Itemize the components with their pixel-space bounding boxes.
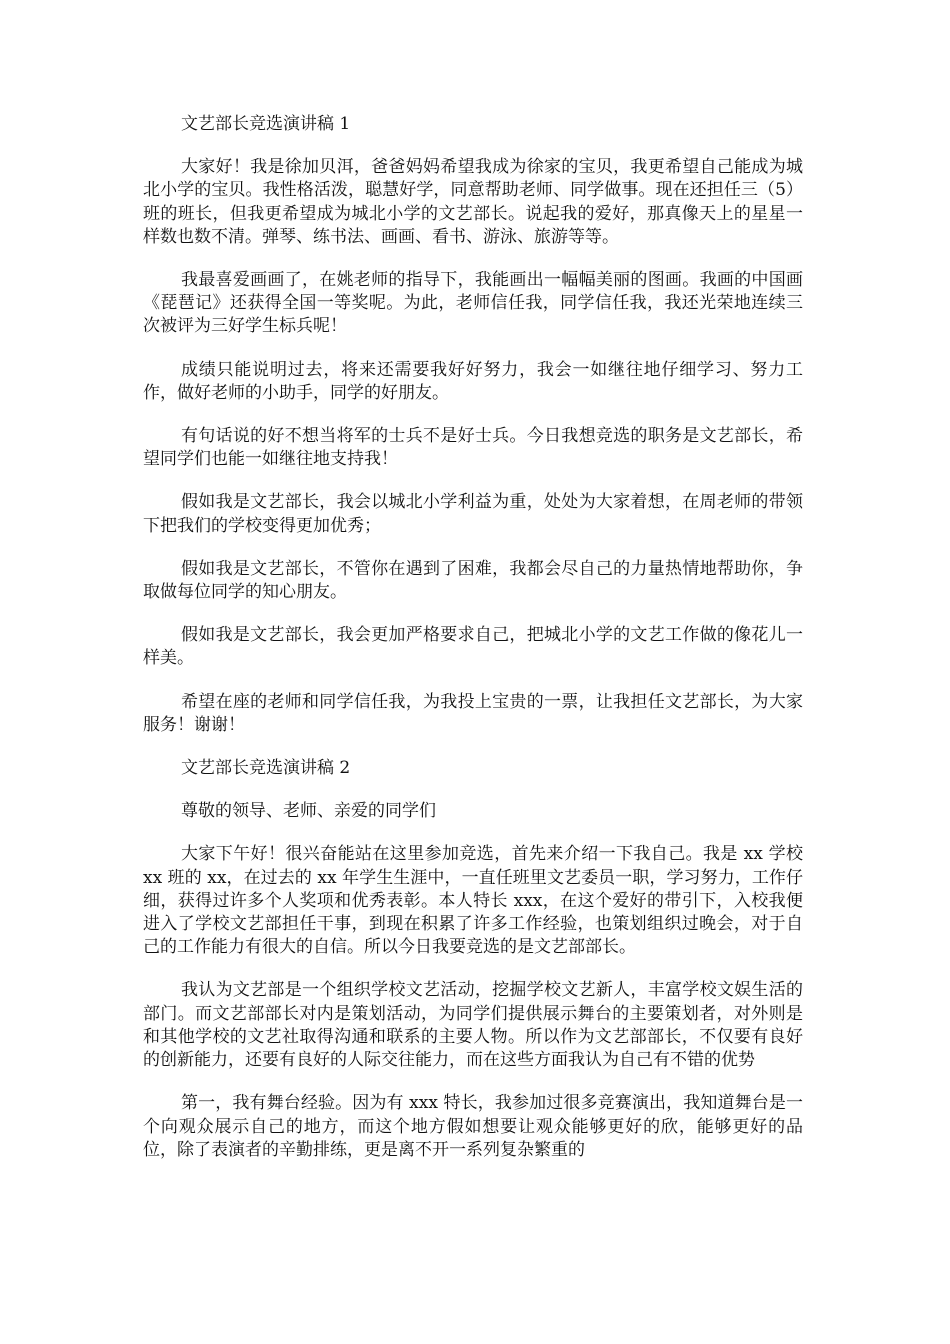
speech-title-1: 文艺部长竞选演讲稿 1 — [181, 114, 351, 134]
paragraph-if-1: 假如我是文艺部长，我会以城北小学利益为重，处处为大家着想，在周老师的带领下把我们的学校变得更加优秀； — [143, 492, 803, 536]
paragraph-painting: 我最喜爱画画了，在姚老师的指导下，我能画出一幅幅美丽的图画。我画的中国画《琵琶记》还获得全国一等奖呢。为此，老师信任我，同学信任我，我还光荣地连续三次被评为三好学生标兵呢！ — [143, 270, 803, 337]
paragraph-intro-2: 大家下午好！很兴奋能站在这里参加竞选，首先来介绍一下我自己。我是 xx 学校 xx 班的 xx，在过去的 xx 年学生生涯中，一直任班里文艺委员一职，学习努力，工作仔细，获得过许多个人奖项和优秀表彰。本人特长 xxx，在这个爱好的带引下，入校我便进入了学校文艺部担任干事，到现在积累了许多工作经验，也策划组织过晚会，对于自己的工作能力有很大的自信。所以今日我要竞选的是文艺部部长。 — [143, 844, 803, 958]
paragraph-department: 我认为文艺部是一个组织学校文艺活动，挖掘学校文艺新人，丰富学校文娱生活的部门。而文艺部部长对内是策划活动，为同学们提供展示舞台的主要策划者，对外则是和其他学校的文艺社取得沟通和联系的主要人物。所以作为文艺部部长，不仅要有良好的创新能力，还要有良好的人际交往能力，而在这些方面我认为自己有不错的优势 — [143, 980, 803, 1071]
paragraph-closing-1: 希望在座的老师和同学信任我，为我投上宝贵的一票，让我担任文艺部长，为大家服务！谢谢！ — [143, 691, 803, 735]
speech-title-2: 文艺部长竞选演讲稿 2 — [181, 758, 351, 779]
paragraph-future: 成绩只能说明过去，将来还需要我好好努力，我会一如继往地仔细学习、努力工作，做好老师的小助手，同学的好朋友。 — [143, 359, 803, 403]
document-body — [143, 113, 803, 1182]
paragraph-stage-experience: 第一，我有舞台经验。因为有 xxx 特长，我参加过很多竞赛演出，我知道舞台是一个向观众展示自己的地方，而这个地方假如想要让观众能够更好的欣，能够更好的品位，除了表演者的辛勤排练，更是离不开一系列复杂繁重的 — [143, 1093, 803, 1160]
paragraph-soldier: 有句话说的好不想当将军的士兵不是好士兵。今日我想竞选的职务是文艺部长，希望同学们也能一如继往地支持我！ — [143, 426, 803, 470]
paragraph-salutation: 尊敬的领导、老师、亲爱的同学们 — [181, 801, 436, 822]
paragraph-intro: 大家好！我是徐加贝洱，爸爸妈妈希望我成为徐家的宝贝，我更希望自己能成为城北小学的宝贝。我性格活泼，聪慧好学，同意帮助老师、同学做事。现在还担任三（5）班的班长，但我更希望成为城北小学的文艺部长。说起我的爱好，那真像天上的星星一样数也数不清。弹琴、练书法、画画、看书、游泳、旅游等等。 — [143, 157, 803, 247]
paragraph-if-3: 假如我是文艺部长，我会更加严格要求自己，把城北小学的文艺工作做的像花儿一样美。 — [143, 625, 803, 669]
paragraph-if-2: 假如我是文艺部长，不管你在遇到了困难，我都会尽自己的力量热情地帮助你，争取做每位同学的知心朋友。 — [143, 558, 803, 603]
